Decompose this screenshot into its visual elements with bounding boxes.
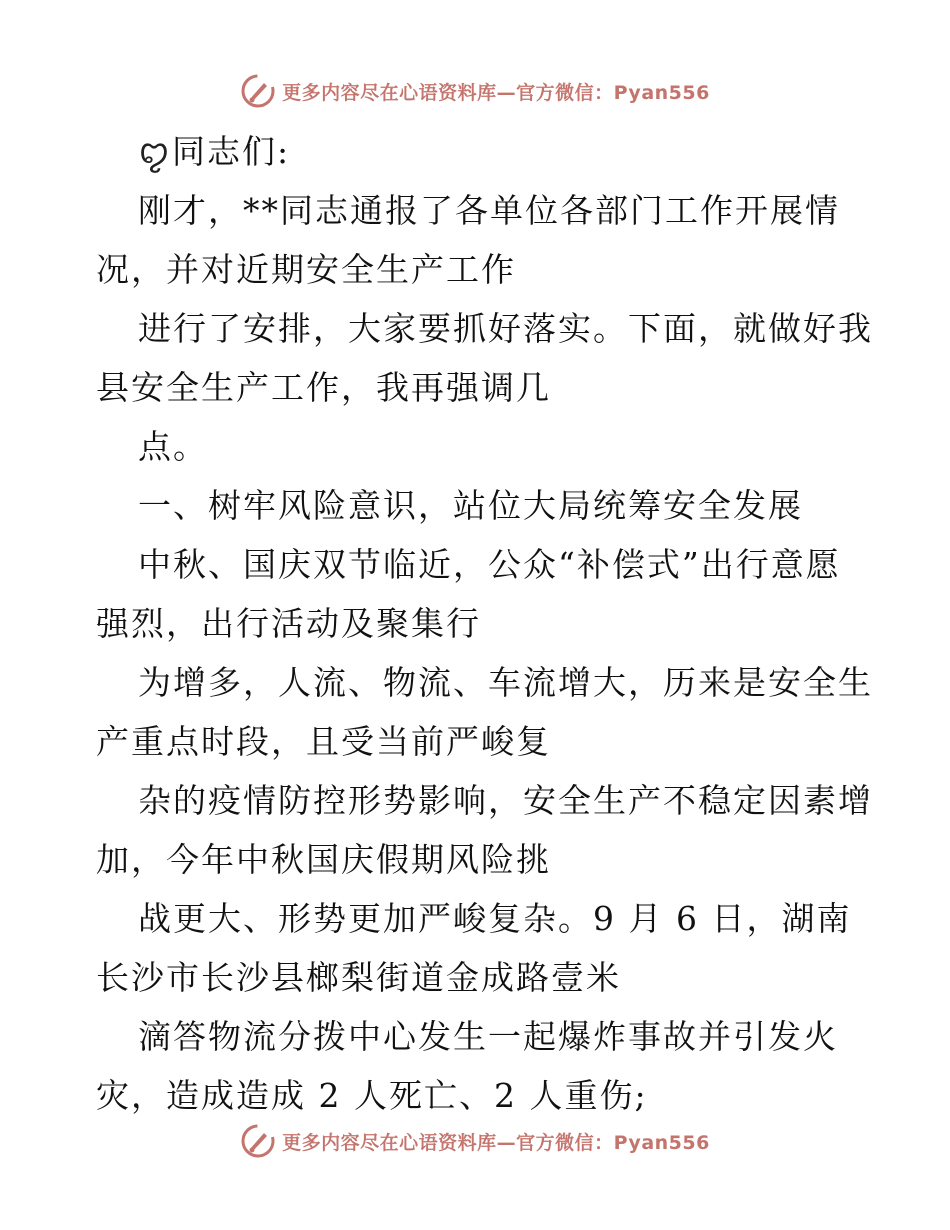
paragraph-line: 况，并对近期安全生产工作: [96, 250, 516, 289]
paragraph-line: 滴答物流分拨中心发生一起爆炸事故并引发火: [138, 1017, 838, 1056]
paragraph-line: 进行了安排，大家要抓好落实。下面，就做好我: [138, 309, 873, 348]
paragraph-line: 县安全生产工作，我再强调几: [96, 368, 551, 407]
brush-logo-icon: [240, 73, 276, 109]
paragraph-line: 灾，造成造成 2 人死亡、2 人重伤;: [96, 1076, 648, 1115]
banner-text: 更多内容尽在心语资料库—官方微信：Pyan556: [282, 81, 710, 104]
brush-logo-icon: [240, 1123, 276, 1159]
paragraph-line: 战更大、形势更加严峻复杂。9 月 6 日，湖南: [138, 899, 852, 938]
flourish-icon: ꨄ: [138, 132, 172, 171]
greeting-text: 同志们:: [172, 132, 291, 171]
paragraph-line: 产重点时段，且受当前严峻复: [96, 722, 551, 761]
banner-text: 更多内容尽在心语资料库—官方微信：Pyan556: [282, 1131, 710, 1154]
paragraph-line: 长沙市长沙县榔梨街道金成路壹米: [96, 958, 621, 997]
paragraph-line: 强烈，出行活动及聚集行: [96, 604, 481, 643]
paragraph-line: 中秋、国庆双节临近，公众“补偿式”出行意愿: [138, 545, 841, 584]
document-body: [96, 122, 873, 1125]
section-heading: 一、树牢风险意识，站位大局统筹安全发展: [138, 486, 803, 525]
paragraph-line: 加，今年中秋国庆假期风险挑: [96, 840, 551, 879]
paragraph-line: 杂的疫情防控形势影响，安全生产不稳定因素增: [138, 781, 873, 820]
greeting-line: [96, 122, 866, 181]
paragraph-line: 为增多，人流、物流、车流增大，历来是安全生: [138, 663, 873, 702]
footer-banner: [0, 1121, 950, 1161]
paragraph-line: 刚才，**同志通报了各单位各部门工作开展情: [138, 191, 840, 230]
header-banner: [0, 71, 950, 111]
paragraph-line: 点。: [138, 427, 208, 466]
